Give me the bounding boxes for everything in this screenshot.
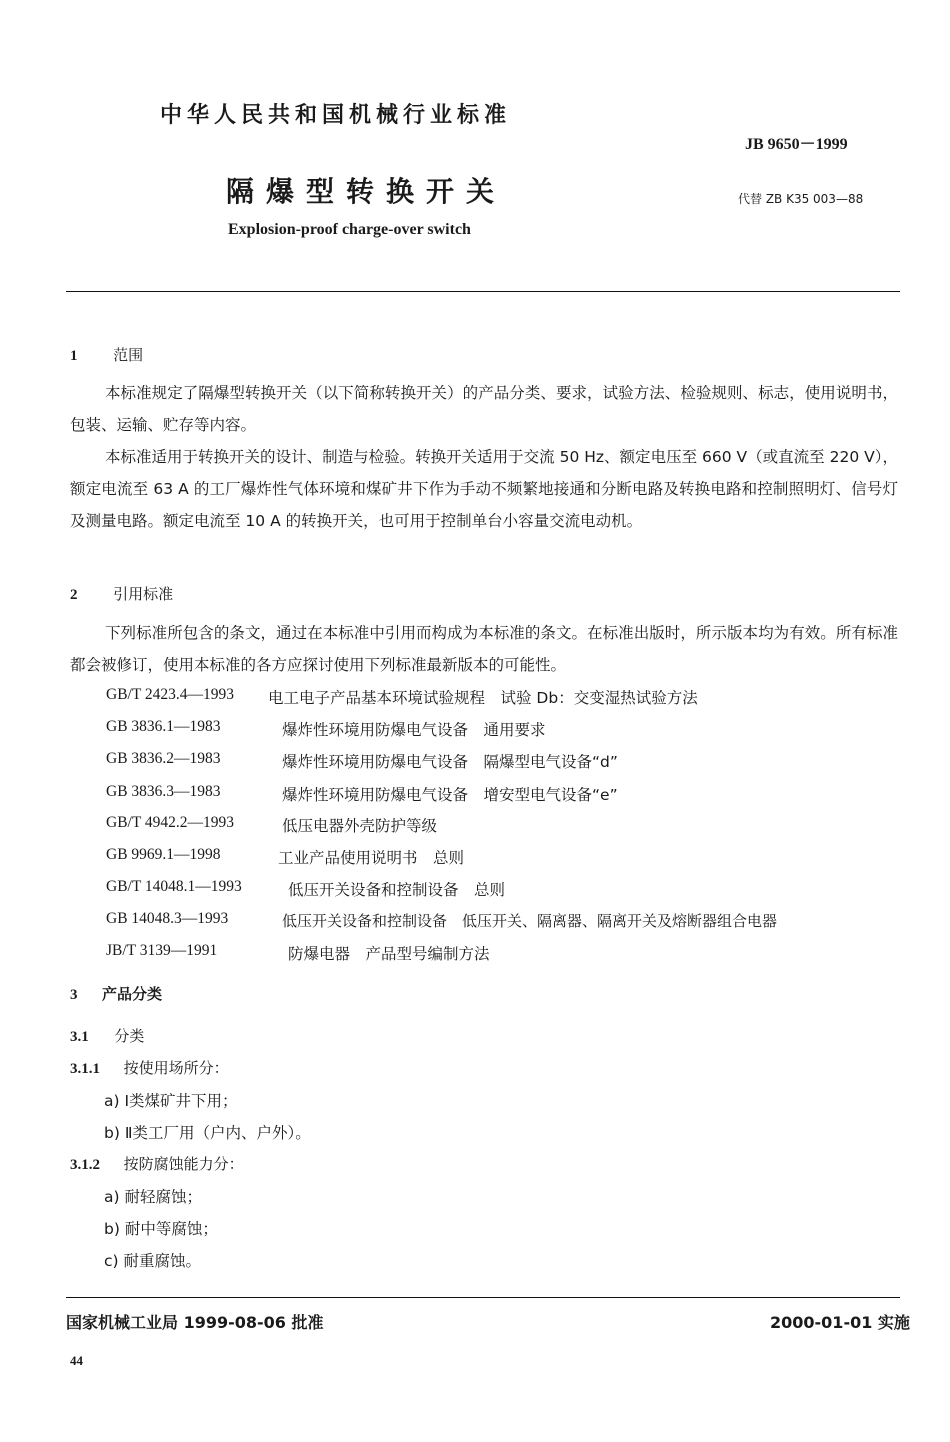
- section-1-heading: [70, 344, 143, 365]
- ref-code: JB/T 3139—1991: [106, 942, 218, 959]
- approval-note: 国家机械工业局 1999-08-06 批准: [66, 1313, 324, 1332]
- ref-name: 低压开关设备和控制设备 总则: [288, 881, 506, 899]
- ref-name: 爆炸性环境用防爆电气设备 隔爆型电气设备“d”: [282, 753, 618, 771]
- section-number: 1: [70, 348, 78, 364]
- list-item: c) 耐重腐蚀。: [104, 1252, 201, 1270]
- ref-name: 工业产品使用说明书 总则: [278, 849, 465, 867]
- page-number: 44: [70, 1353, 83, 1368]
- section-3-heading: [70, 983, 162, 1004]
- section-number: 2: [70, 587, 78, 603]
- ref-name: 低压电器外壳防护等级: [282, 817, 438, 835]
- section-1-paragraph-1: 本标准规定了隔爆型转换开关（以下简称转换开关）的产品分类、要求，试验方法、检验规则、标志，使用说明书，包装、运输、贮存等内容。: [70, 384, 898, 434]
- ref-name: 低压开关设备和控制设备 低压开关、隔离器、隔离开关及熔断器组合电器: [282, 912, 778, 930]
- section-title: 引用标准: [113, 585, 174, 603]
- replaces-note: 代替 ZB K35 003—88: [738, 192, 864, 206]
- document-title: 隔爆型转换开关: [226, 175, 507, 208]
- section-title: 产品分类: [101, 985, 162, 1003]
- subsection-title: 按防腐蚀能力分：: [123, 1155, 244, 1173]
- section-1-paragraph-2: 本标准适用于转换开关的设计、制造与检验。转换开关适用于交流 50 Hz、额定电压至 660 V（或直流至 220 V），额定电流至 63 A 的工厂爆炸性气体环境和煤矿井下作为手动不频繁地接通和分断电路及转换电路和控制照明灯、信号灯及测量电路。额定电流至 10 A 的转换开关，也可用于控制单台小容量交流电动机。: [70, 448, 898, 530]
- subsection-3-1-heading: [70, 1025, 144, 1046]
- footer-divider: [66, 1297, 900, 1298]
- header-divider: [66, 291, 900, 292]
- standard-code: JB 9650－1999: [745, 136, 848, 153]
- ref-name: 爆炸性环境用防爆电气设备 通用要求: [282, 721, 546, 739]
- ref-code: GB 3836.3—1983: [106, 783, 221, 800]
- ref-name: 防爆电器 产品型号编制方法: [288, 945, 490, 963]
- ref-code: GB/T 14048.1—1993: [106, 878, 242, 895]
- ref-name: 爆炸性环境用防爆电气设备 增安型电气设备“e”: [282, 786, 618, 804]
- subsection-number: 3.1.1: [70, 1061, 100, 1077]
- ref-code: GB 3836.1—1983: [106, 718, 221, 735]
- english-title: Explosion-proof charge-over switch: [228, 221, 471, 238]
- ref-name: 电工电子产品基本环境试验规程 试验 Db：交变湿热试验方法: [268, 689, 698, 707]
- ref-code: GB 3836.2—1983: [106, 750, 221, 767]
- list-item: a) 耐轻腐蚀；: [104, 1188, 202, 1206]
- ref-code: GB 9969.1—1998: [106, 846, 221, 863]
- subsection-title: 按使用场所分：: [123, 1059, 229, 1077]
- ref-code: GB/T 4942.2—1993: [106, 814, 235, 831]
- subsection-3-1-1-heading: [70, 1057, 229, 1078]
- subsection-number: 3.1: [70, 1029, 89, 1045]
- list-item: a) Ⅰ类煤矿井下用；: [104, 1092, 238, 1110]
- subsection-3-1-2-heading: [70, 1153, 244, 1174]
- ref-code: GB 14048.3—1993: [106, 910, 229, 927]
- section-2-heading: [70, 583, 173, 604]
- list-item: b) 耐中等腐蚀；: [104, 1220, 218, 1238]
- list-item: b) Ⅱ类工厂用（户内、户外）。: [104, 1124, 311, 1142]
- effective-date: 2000-01-01 实施: [770, 1313, 910, 1332]
- section-number: 3: [70, 987, 78, 1003]
- subsection-number: 3.1.2: [70, 1157, 100, 1173]
- section-title: 范围: [113, 346, 144, 364]
- subsection-title: 分类: [114, 1027, 145, 1045]
- section-2-paragraph-1: 下列标准所包含的条文，通过在本标准中引用而构成为本标准的条文。在标准出版时，所示版本均为有效。所有标准都会被修订，使用本标准的各方应探讨使用下列标准最新版本的可能性。: [70, 624, 898, 674]
- standard-title: 中华人民共和国机械行业标准: [160, 103, 512, 128]
- ref-code: GB/T 2423.4—1993: [106, 686, 235, 703]
